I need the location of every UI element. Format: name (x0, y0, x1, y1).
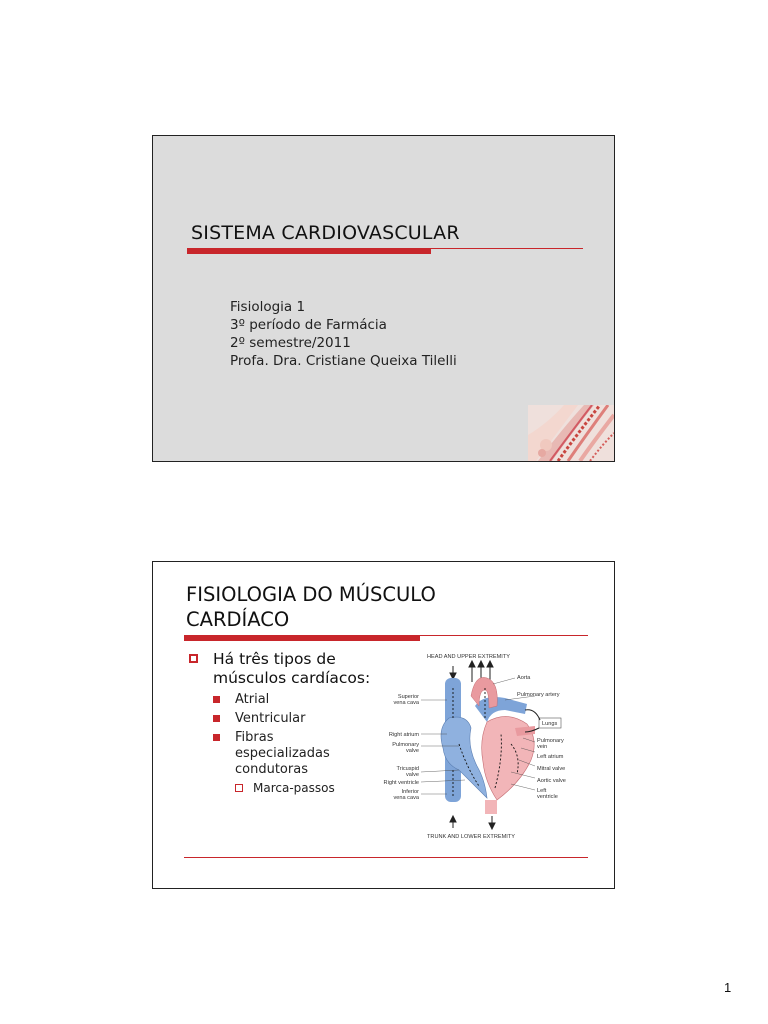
slide-title-line-2: CARDÍACO (186, 608, 290, 631)
footer-rule (184, 857, 588, 858)
sub-bullet-item (213, 730, 355, 778)
bullet-text: Há três tipos de músculos cardíacos: (213, 650, 371, 687)
filled-square-bullet-icon (213, 715, 220, 722)
sub-bullet-text: Ventricular (235, 711, 306, 726)
sub-bullet-text: Fibras especializadas condutoras (235, 730, 330, 777)
label-pulmonary-valve: Pulmonary valve (392, 742, 419, 754)
slide-title: SISTEMA CARDIOVASCULAR (191, 222, 460, 244)
bullet-list (189, 650, 373, 796)
label-left-atrium: Left atrium (537, 754, 564, 760)
sub-bullet-item (213, 692, 355, 708)
heart-circulation-diagram (375, 648, 585, 844)
label-pulmonary-vein: Pulmonary vein (537, 738, 564, 750)
instructor-name: Profa. Dra. Cristiane Queixa Tilelli (230, 353, 457, 369)
title-slide (152, 135, 615, 462)
bullet-item (189, 650, 373, 688)
course-period: 3º período de Farmácia (230, 317, 387, 333)
label-superior-vena-cava: Superior vena cava (393, 694, 419, 706)
diagram-top-label: HEAD AND UPPER EXTREMITY (427, 654, 510, 660)
hollow-square-bullet-icon (189, 654, 198, 663)
title-underline-thick (184, 636, 420, 641)
sub-bullet-text: Atrial (235, 692, 270, 707)
slide-title-line-1: FISIOLOGIA DO MÚSCULO (186, 583, 436, 606)
slide-subtitle-block (230, 298, 457, 370)
title-underline-thick (187, 249, 431, 254)
sub-bullet-list (213, 692, 373, 796)
filled-square-bullet-icon (213, 696, 220, 703)
blood-vessel-decoration (528, 405, 614, 461)
course-semester: 2º semestre/2011 (230, 335, 351, 351)
page-number: 1 (724, 980, 732, 995)
label-aorta: Aorta (517, 675, 531, 681)
label-right-atrium: Right atrium (388, 732, 419, 738)
label-inferior-vena-cava: Inferior vena cava (393, 789, 419, 801)
course-name: Fisiologia 1 (230, 299, 306, 315)
label-mitral-valve: Mitral valve (537, 766, 566, 772)
slide-title (186, 582, 436, 632)
hollow-square-bullet-icon (235, 784, 243, 792)
diagram-bottom-label: TRUNK AND LOWER EXTREMITY (427, 834, 515, 840)
label-aortic-valve: Aortic valve (537, 778, 566, 784)
label-left-ventricle: Left ventricle (537, 788, 558, 800)
sub-sub-bullet-text: Marca-passos (253, 781, 335, 795)
filled-square-bullet-icon (213, 734, 220, 741)
label-pulmonary-artery: Pulmonary artery (517, 692, 560, 698)
label-tricuspid-valve: Tricuspid valve (396, 766, 419, 778)
sub-sub-bullet-item (235, 781, 373, 796)
content-slide (152, 561, 615, 889)
label-right-ventricle: Right ventricle (383, 780, 419, 786)
sub-bullet-item (213, 711, 355, 727)
lungs-label: Lungs (542, 721, 558, 727)
